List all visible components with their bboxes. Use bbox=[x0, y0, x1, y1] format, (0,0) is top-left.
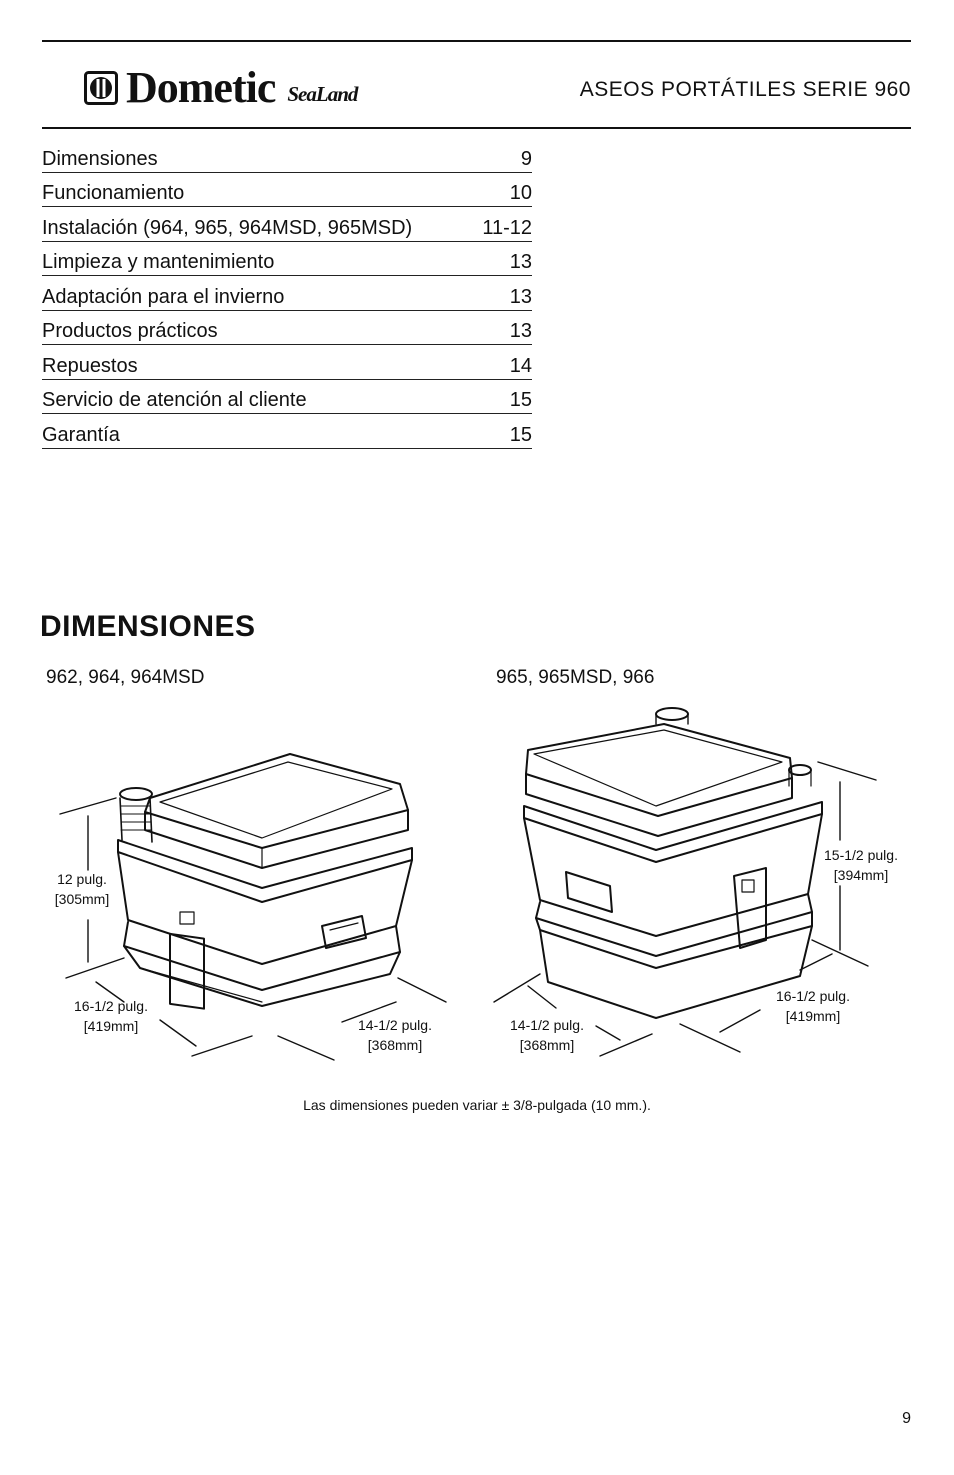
toc-row[interactable] bbox=[42, 207, 532, 242]
section-title: DIMENSIONES bbox=[40, 610, 256, 643]
page-number: 9 bbox=[902, 1410, 911, 1427]
toc-row[interactable] bbox=[42, 173, 532, 208]
dim-value: 16-1/2 pulg. bbox=[74, 998, 148, 1014]
series-title: ASEOS PORTÁTILES SERIE 960 bbox=[579, 78, 911, 101]
dim-left-depth bbox=[340, 1016, 450, 1055]
dim-right-height bbox=[806, 846, 916, 885]
toc-label: Instalación (964, 965, 964MSD, 965MSD) bbox=[42, 216, 413, 239]
dometic-logo bbox=[84, 63, 358, 112]
toilet-small-illustration bbox=[118, 754, 412, 1009]
toc-label: Garantía bbox=[42, 423, 120, 446]
toc-row[interactable] bbox=[42, 345, 532, 380]
dim-value: 16-1/2 pulg. bbox=[776, 988, 850, 1004]
toc-page: 14 bbox=[509, 354, 532, 377]
table-of-contents bbox=[42, 138, 532, 449]
toc-label: Limpieza y mantenimiento bbox=[42, 251, 275, 273]
dim-value: 15-1/2 pulg. bbox=[824, 847, 898, 863]
models-left-label: 962, 964, 964MSD bbox=[46, 667, 205, 688]
dim-value: 14-1/2 pulg. bbox=[358, 1017, 432, 1033]
dim-metric: [419mm] bbox=[83, 1017, 139, 1034]
toc-page: 15 bbox=[509, 389, 532, 411]
toc-page: 11-12 bbox=[482, 216, 532, 239]
dim-metric: [419mm] bbox=[785, 1007, 841, 1024]
dometic-logo-icon bbox=[84, 71, 118, 105]
toc-page: 9 bbox=[520, 147, 532, 170]
toc-row[interactable] bbox=[42, 311, 532, 346]
toc-label: Repuestos bbox=[42, 354, 138, 377]
toc-row[interactable] bbox=[42, 242, 532, 277]
header-rule bbox=[42, 127, 911, 129]
toc-label: Productos prácticos bbox=[42, 320, 218, 342]
toc-label: Servicio de atención al cliente bbox=[42, 389, 307, 411]
dim-metric: [368mm] bbox=[519, 1036, 575, 1053]
toc-row[interactable] bbox=[42, 414, 532, 449]
toc-page: 13 bbox=[509, 285, 532, 308]
dim-metric: [394mm] bbox=[833, 866, 889, 883]
toc-page: 15 bbox=[509, 423, 532, 446]
dim-metric: [305mm] bbox=[54, 890, 110, 907]
dim-value: 12 pulg. bbox=[57, 871, 107, 887]
dimensions-note: Las dimensiones pueden variar ± 3/8-pulgada (10 mm.). bbox=[303, 1097, 651, 1113]
sub-brand-name: SeaLand bbox=[287, 81, 358, 106]
toc-row[interactable] bbox=[42, 138, 532, 173]
brand-name: Dometic bbox=[126, 63, 276, 112]
toc-label: Adaptación para el invierno bbox=[42, 285, 285, 308]
toc-page: 13 bbox=[509, 320, 532, 342]
toc-page: 13 bbox=[509, 251, 532, 273]
dim-value: 14-1/2 pulg. bbox=[510, 1017, 584, 1033]
dim-right-depth bbox=[492, 1016, 602, 1055]
dim-metric: [368mm] bbox=[367, 1036, 423, 1053]
models-right-label: 965, 965MSD, 966 bbox=[496, 667, 655, 688]
toc-label: Dimensiones bbox=[42, 147, 158, 170]
dim-left-width bbox=[56, 997, 166, 1036]
dim-right-width bbox=[758, 987, 868, 1026]
dim-left-height bbox=[40, 870, 124, 909]
toc-row[interactable] bbox=[42, 276, 532, 311]
toilet-large-illustration bbox=[524, 708, 822, 1018]
toc-row[interactable] bbox=[42, 380, 532, 415]
top-rule bbox=[42, 40, 911, 42]
toc-page: 10 bbox=[509, 182, 532, 204]
toc-label: Funcionamiento bbox=[42, 182, 185, 204]
